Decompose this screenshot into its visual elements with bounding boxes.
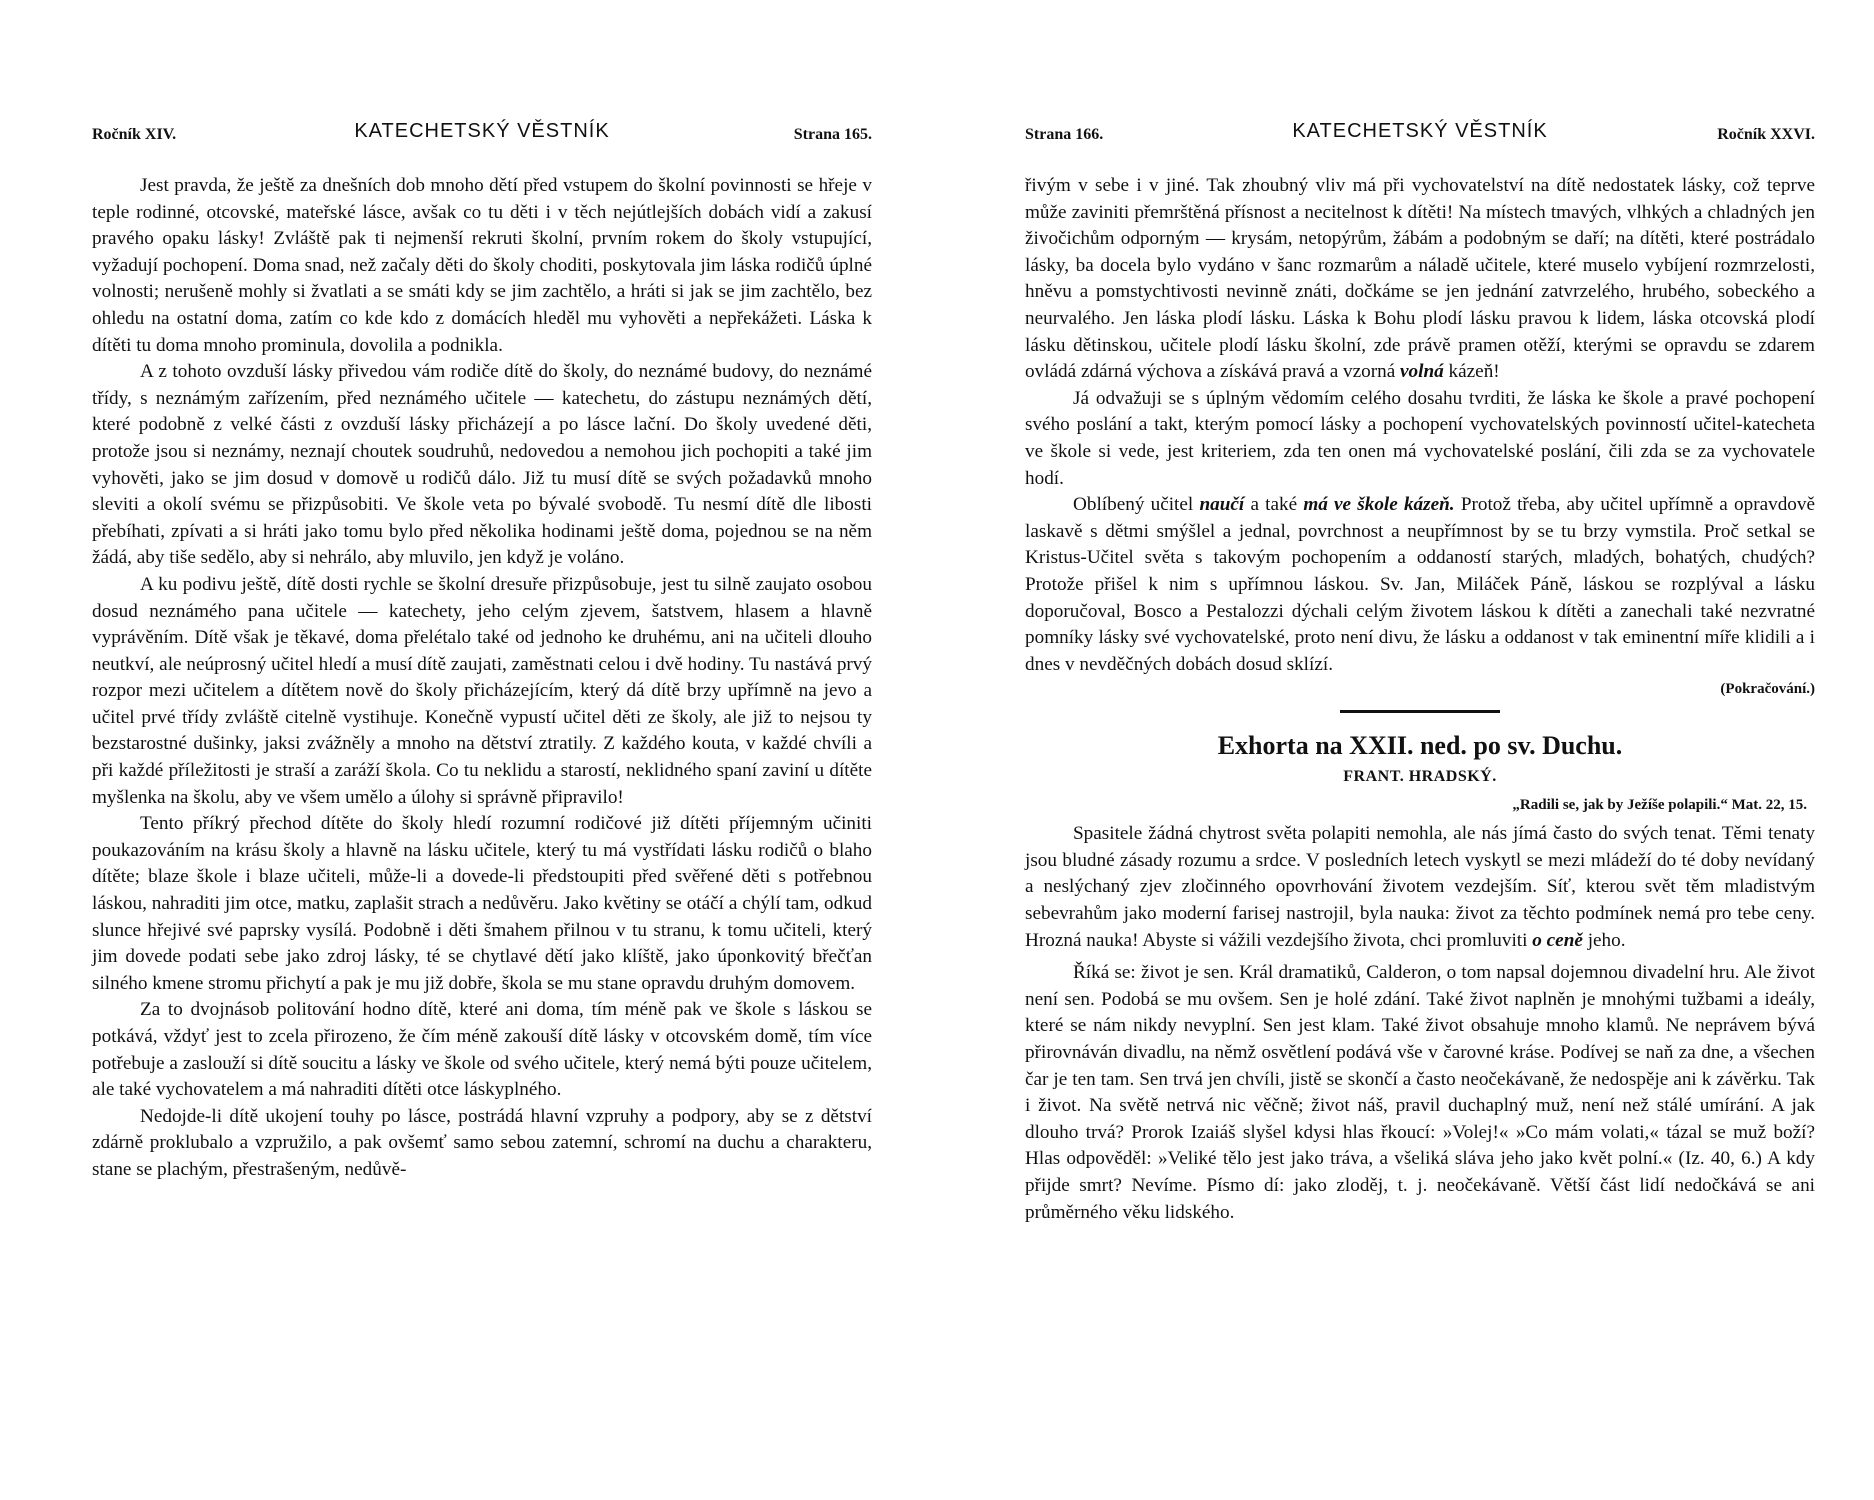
article-title: Exhorta na XXII. ned. po sv. Duchu.: [1217, 731, 1623, 761]
paragraph: A z tohoto ovzduší lásky přivedou vám rodiče dítě do školy, do neznámé budovy, do neznámé třídy, s neznámým zařízením, před neznámého učitele — katechetu, do zástupu neznámých dětí, které podobně z velké části z ovzduší lásky přicházejí a po lásce lační. Do školy uvedené děti, protože jsou si neznámy, neznají choutek soudruhů, nedovedou a nemohou jich pochopiti a také jim vyhověti, jako se jim dosud v domově u rodičů dálo. Již tu musí dítě se svých požadavků mnoho sleviti a okolí svému se přizpůsobiti. Ve škole veta po bývalé svobodě. Tu nesmí dítě dle libosti přebíhati, zpívati a si hráti jako tomu bylo před několika hodinami ještě doma, pojednou se na něm žádá, aby tiše sedělo, aby si nehrálo, aby mluvilo, jen když je voláno.: [92, 361, 872, 569]
emphasis: naučí: [1199, 494, 1245, 516]
emphasis: volná: [1400, 361, 1444, 383]
paragraph: Nedojde-li dítě ukojení touhy po lásce, postrádá hlavní vzpruhy a podpory, aby se z dětství zdárně proklubalo a vzpružilo, a pak ovšemť samo sebou zatemní, schromí na duchu a charakteru, stane se plachým, přestrašeným, nedůvě-: [92, 1105, 872, 1180]
volume-label: Ročník XIV.: [92, 126, 177, 143]
emphasis: má ve škole kázeň.: [1303, 494, 1455, 516]
page-number: Strana 166.: [1025, 126, 1104, 143]
author-byline: FRANT. HRADSKÝ.: [1343, 768, 1497, 786]
body-text: [92, 173, 872, 1184]
right-page: [937, 0, 1874, 1500]
paragraph: řivým v sebe i v jiné. Tak zhoubný vliv má při vychovatelství na dítě nedostatek lásky, což teprve může zaviniti přemrštěná přísnost a necitelnost k dítěti! Na místech tmavých, vlhkých a chladných jen živočichům odporným — krysám, netopýrům, žábám a podobným se daří; na dítěti, které postrádalo lásky, ba docela bylo vydáno v šanc rozmarům a náladě učitele, které muselo vybíjení rozmrzelosti, hněvu a pomstychtivosti nevinně znáti, dočkáme se jen jednání zatvrzelého, hrubého, sobeckého a neurvalého. Jen láska plodí lásku. Láska k Bohu plodí lásku pravou k lidem, láska otcovská plodí lásku dětinskou, učitele plodí lásku školní, zde právě pramen otěží, kterými se opravdu se zdarem ovládá zdárná výchova a získává pravá a vzorná volná kázeň!: [1025, 175, 1815, 383]
paragraph: Za to dvojnásob politování hodno dítě, které ani doma, tím méně pak ve škole s láskou se potkává, vždyť jest to zcela přirozeno, že čím méně zakouší dítě lásky v otcovském domě, tím více potřebuje a zaslouží si dítě soucitu a lásky ve škole od svého učitele, který nemá býti pouze učitelem, ale také vychovatelem a má nahraditi dítěti otce láskyplného.: [92, 999, 872, 1101]
volume-label: Ročník XXVI.: [1717, 126, 1815, 143]
paragraph: A ku podivu ještě, dítě dosti rychle se školní dresuře přizpůsobuje, jest tu silně zaujato osobou dosud neznámého pana učitele — katechety, jeho celým zjevem, šatstvem, hlasem a hlavně vyprávěním. Dítě však je těkavé, doma přelétalo také od jednoho ke druhému, ani na učiteli dlouho neutkví, ale neúprosný učitel hledí a musí dítě zaujati, zaměstnati celou i dvě hodiny. Tu nastává prvý rozpor mezi učitelem a dítětem nově do školy přicházejícím, který dá dítě brzy upřímně na jevo a učitel prvé třídy zvláště citelně vystihuje. Konečně vypustí učitel děti ze školy, ale již to nejsou ty bezstarostné dušinky, jaksi zvážněly a mnoho na dětství ztratily. Z každého kouta, v každé chvíli a při každé příležitosti je straší a zaráží škola. Co tu neklidu a starostí, neklidného spaní zaviní u dítěte myšlenka na školu, aby ve všem umělo a úlohy si správně připravilo!: [92, 573, 872, 808]
paragraph: Spasitele žádná chytrost světa polapiti nemohla, ale nás jímá často do svých tenat. Těmi tenaty jsou bludné zásady rozumu a srdce. V posledních letech vyskytl se mezi mládeží do té doby nevídaný a neslýchaný zjev zločinného opovrhování životem vezdejším. Síť, kterou svět těm mladistvým sebevrahům jako moderní farisej nastrojil, byla nauka: život za těchto podmínek nemá pro tebe ceny. Hrozná nauka! Abyste si vážili vezdejšího života, chci promluviti o ceně jeho.: [1025, 823, 1815, 951]
journal-title: KATECHETSKÝ VĚSTNÍK: [1292, 120, 1548, 142]
paragraph: Já odvažuji se s úplným vědomím celého dosahu tvrditi, že láska ke škole a pravé pochopení svého poslání a takt, kterým pomocí lásky a pochopení vychovatelských povinností učitel-katecheta ve škole si vede, jest kriteriem, zda ten onen má vychovatelské poslání, čili zda se za vychovatele hodí.: [1025, 387, 1815, 489]
paragraph: Oblíbený učitel naučí a také má ve škole kázeň. Protož třeba, aby učitel upřímně a opravdově laskavě s dětmi smýšlel a jednal, povrchnost a neupřímnost by se tu brzy vymstila. Proč setkal se Kristus-Učitel světa s takovým pochopením a oddaností starých, mladých, bohatých, chudých? Protože přišel k nim s upřímnou láskou. Sv. Jan, Miláček Páně, láskou se rozplýval a lásku doporučoval, Bosco a Pestalozzi dýchali celým životem láskou k dítěti a zanechali také nezvratné pomníky lásky své vychovatelské, proto není divu, že lásku a oddanost v tak eminentní míře klidili a i dnes v nevděčných dobách dosud sklízí.: [1025, 494, 1816, 675]
running-head: [92, 120, 872, 150]
epigraph: „Radili se, jak by Ježíše polapili.“ Mat. 22, 15.: [1512, 797, 1807, 814]
paragraph: Jest pravda, že ještě za dnešních dob mnoho dětí před vstupem do školní povinnosti se hřeje v teple rodinné, otcovské, mateřské lásce, avšak co tu děti i v těch nejútlejších dobách vidí a zakusí pravého opaku lásky! Zvláště pak ti nejmenší rekruti školní, prvním rokem do školy vstupující, vyžadují pochopení. Doma snad, než začaly děti do školy choditi, poskytovala jim láska rodičů úplné volnosti; nerušeně mohly si žvatlati a se smáti kdy se jim zachtělo, a hráti si jak se jim zachtělo, bez ohledu na ostatní doma, zatím co kde kdo z domácích hleděl mu vyhověti a nepřekážeti. Láska k dítěti tu doma mnoho prominula, dovolila a podnikla.: [92, 175, 872, 356]
section-divider: [1340, 710, 1500, 713]
emphasis: o ceně: [1532, 929, 1583, 951]
paragraph: Říká se: život je sen. Král dramatiků, Calderon, o tom napsal dojemnou divadelní hru. Ale život není sen. Podobá se mu ovšem. Sen je holé zdání. Také život naplněn je mnohými tužbami a ideály, které se nám nikdy nevyplní. Sen jest klam. Také život obsahuje mnoho klamů. Ne neprávem bývá přirovnáván divadlu, na němž osvětlení podává vše v čarovné kráse. Podívej se naň za dne, a všechen čar je ten tam. Sen trvá jen chvíli, jistě se skončí a často neočekávaně, že nedospěje ani k závěrku. Tak i život. Na světě netrvá nic věčně; život náš, pravil duchaplný muž, není než stálé umírání. A jak dlouho trvá? Prorok Izaiáš slyšel kdysi hlas řkoucí: »Volej!« »Co mám volati,« tázal se muž boží? Hlas odpověděl: »Veliké tělo jest jako tráva, a všeliká sláva jeho jako květ polní.« (Iz. 40, 6.) A kdy přijde smrt? Nevíme. Písmo dí: jako zloděj, t. j. neočekávaně. Větší část lidí nedočkává se ani průměrného věku lidského.: [1025, 962, 1815, 1223]
running-head: [1025, 120, 1815, 150]
continued-note: (Pokračování.): [1720, 681, 1815, 698]
paragraph: Tento příkrý přechod dítěte do školy hledí rozumní rodičové již dítěti příjemným učiniti poukazováním na krásu školy a hlavně na lásku učitele, který tu má vystřídati lásku rodičů o blaho dítěte; blaze škole i blaze učiteli, může-li a dovede-li předstoupiti před svěřené děti s potřebnou láskou, nahraditi jim otce, matku, zaplašit strach a nedůvěru. Jako květiny se otáčí a chýlí tam, odkud slunce hřejivé své paprsky vysílá. Podobně i děti šmahem přilnou v tu stranu, k tomu učiteli, který jim dovede podati sebe jako zdroj lásky, té se chytlavé dětí jako klíště, jako úponkovitý břečťan silného kmene stromu přichytí a pak je mu již dobře, škola se mu stane opravdu druhým domovem.: [92, 813, 872, 994]
body-text: [1025, 173, 1815, 1226]
page-number: Strana 165.: [793, 126, 872, 143]
journal-title: KATECHETSKÝ VĚSTNÍK: [354, 120, 610, 142]
